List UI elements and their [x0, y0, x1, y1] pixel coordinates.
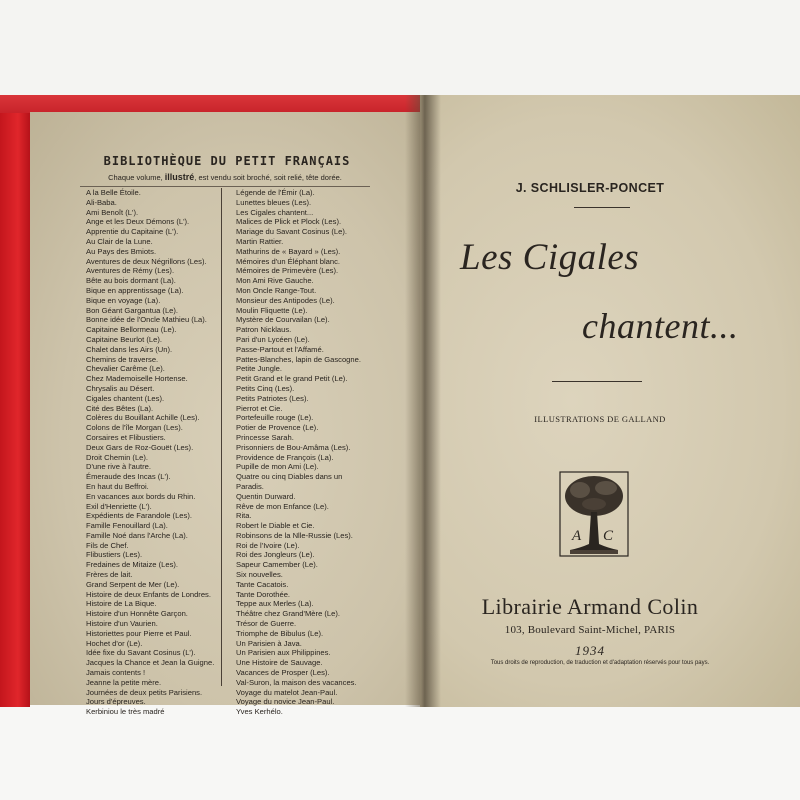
title-list-column-2	[236, 188, 361, 717]
list-item: Légende de l'Émir (La).	[236, 188, 315, 197]
list-item: Aventures de Rémy (Les).	[86, 266, 175, 276]
list-item: Bique en voyage (La).	[86, 295, 161, 305]
list-item: Deux Gars de Roz-Gouët (Les).	[86, 442, 194, 452]
list-item: Tante Dorothée.	[236, 589, 291, 599]
list-item: Sapeur Camember (Le).	[236, 560, 318, 570]
list-item: Idée fixe du Savant Cosinus (L').	[86, 648, 196, 658]
list-item: Un Parisien à Java.	[236, 638, 302, 648]
list-item: Pari d'un Lycéen (Le).	[236, 334, 310, 344]
list-item: Malices de Plick et Plock (Les).	[236, 217, 342, 227]
list-item: Bon Géant Gargantua (Le).	[86, 305, 179, 315]
list-item: Chrysalis au Désert.	[86, 383, 155, 393]
list-item: Ali-Baba.	[86, 197, 117, 207]
list-item: Mémoires de Primevère (Les).	[236, 266, 339, 276]
list-item: Potier de Provence (Le).	[236, 423, 319, 433]
list-item: Voyage du novice Jean-Paul.	[236, 697, 335, 707]
book-title-line-1: Les Cigales	[460, 237, 640, 278]
illustrator-credit: ILLUSTRATIONS DE GALLAND	[534, 414, 666, 424]
list-item: Ange et les Deux Démons (L').	[86, 217, 190, 227]
author-rule	[574, 207, 630, 208]
subtitle-rule	[80, 186, 370, 187]
list-item: Vacances de Prosper (Les).	[236, 668, 330, 678]
list-item: Flibustiers (Les).	[86, 550, 143, 560]
red-cover-edge	[0, 95, 30, 707]
list-item: Fils de Chef.	[86, 540, 129, 550]
list-item: Les Cigales chantent...	[236, 207, 314, 217]
list-item: Cité des Bêtes (La).	[86, 403, 154, 413]
list-item: Famille Noé dans l'Arche (La).	[86, 530, 188, 540]
list-item: Exil d'Henriette (L').	[86, 501, 152, 511]
list-item: Mon Oncle Range-Tout.	[236, 285, 317, 295]
list-item: Chalet dans les Airs (Un).	[86, 344, 173, 354]
book-title-line-2: chantent...	[582, 306, 739, 346]
list-item: Rêve de mon Enfance (Le).	[236, 501, 329, 511]
list-item: Quatre ou cinq Diables dans un	[236, 472, 343, 482]
list-item: Jacques la Chance et Jean la Guigne.	[86, 658, 215, 668]
list-item: Robinsons de la Nlle-Russie (Les).	[236, 530, 353, 540]
list-item: Bonne idée de l'Oncle Mathieu (La).	[86, 315, 207, 325]
list-item: Patron Nicklaus.	[236, 325, 292, 335]
list-item: Mémoires d'un Éléphant blanc.	[236, 256, 341, 266]
list-item: Six nouvelles.	[236, 570, 283, 580]
list-item: Cigales chantent (Les).	[86, 393, 165, 403]
list-item: Historiettes pour Pierre et Paul.	[86, 628, 192, 638]
list-item: Voyage du matelot Jean-Paul.	[236, 687, 338, 697]
list-item: Mathurins de « Bayard » (Les).	[236, 246, 341, 256]
list-item: Quentin Durward.	[236, 491, 296, 501]
list-item: Histoire d'un Honnête Garçon.	[86, 609, 188, 619]
publisher-address: 103, Boulevard Saint-Michel, PARIS	[504, 624, 676, 636]
list-item: Lunettes bleues (Les).	[236, 197, 312, 207]
list-item: Val-Suron, la maison des vacances.	[236, 677, 357, 687]
list-item: Chevalier Carême (Le).	[86, 364, 165, 374]
list-item: Capitaine Bellormeau (Le).	[86, 325, 177, 335]
list-item: Histoire d'un Vaurien.	[86, 619, 158, 629]
list-item: Martin Rattier.	[236, 236, 284, 246]
list-item: Frères de lait.	[86, 570, 133, 580]
list-item: Colons de l'île Morgan (Les).	[86, 423, 183, 433]
title-rule	[552, 381, 642, 382]
list-item: Colères du Bouillant Achille (Les).	[86, 413, 200, 423]
list-item: En vacances aux bords du Rhin.	[86, 491, 196, 501]
list-item: Pierrot et Cie.	[236, 403, 283, 413]
list-item: Au Clair de la Lune.	[86, 236, 153, 246]
list-item: Mystère de Courvailan (Le).	[236, 315, 330, 325]
list-item: Paradis.	[236, 481, 264, 491]
list-item: Un Parisien aux Philippines.	[236, 648, 331, 658]
list-item: Corsaires et Flibustiers.	[86, 432, 166, 442]
list-item: Bête au bois dormant (La).	[86, 276, 176, 286]
list-item: Petite Jungle.	[236, 364, 283, 374]
list-item: Expédients de Farandole (Les).	[86, 511, 192, 521]
publisher-mark-letters: A	[572, 528, 582, 544]
background-top	[0, 0, 800, 95]
list-item: Pupille de mon Ami (Le).	[236, 462, 319, 472]
list-item: Moulin Fliquette (Le).	[236, 305, 308, 315]
list-item: Pattes-Blanches, lapin de Gascogne.	[236, 354, 361, 364]
list-item: Roi des Jongleurs (Le).	[236, 550, 315, 560]
list-item: Ami Benoît (L').	[86, 207, 139, 217]
list-item: Prisonniers de Bou-Amâma (Les).	[236, 442, 351, 452]
list-item: Émeraude des Incas (L').	[86, 472, 171, 482]
publisher-name: Librairie Armand Colin	[481, 594, 699, 619]
list-item: Hochet d'or (Le).	[86, 638, 143, 648]
series-title: BIBLIOTHÈQUE DU PETIT FRANÇAIS	[103, 154, 351, 168]
list-item: Jeanne la petite mère.	[86, 677, 162, 687]
column-divider	[221, 188, 222, 686]
list-item: Mariage du Savant Cosinus (Le).	[236, 227, 348, 237]
rights-notice: Tous droits de reproduction, de traduction et d'adaptation réservés pour tous pays.	[490, 660, 710, 666]
list-item: Monsieur des Antipodes (Le).	[236, 295, 335, 305]
list-item: Famille Fenouillard (La).	[86, 521, 168, 531]
list-item: Tante Cacatois.	[236, 579, 289, 589]
publisher-mark-tree-icon	[558, 470, 630, 558]
svg-text:C: C	[603, 528, 614, 544]
list-item: Trésor de Guerre.	[236, 619, 297, 629]
list-item: Chemins de traverse.	[86, 354, 159, 364]
list-item: Journées de deux petits Parisiens.	[86, 687, 203, 697]
list-item: Au Pays des Bmiots.	[86, 246, 157, 256]
list-item: En haut du Beffroi.	[86, 481, 149, 491]
list-item: Princesse Sarah.	[236, 432, 294, 442]
list-item: Fredaines de Mitaize (Les).	[86, 560, 179, 570]
list-item: Rita.	[236, 511, 252, 521]
title-list-column-1	[86, 188, 214, 717]
list-item: Roi de l'Ivoire (Le).	[236, 540, 300, 550]
list-item: Passe-Partout et l'Affamé.	[236, 344, 324, 354]
list-item: Droit Chemin (Le).	[86, 452, 149, 462]
list-item: Mon Ami Rive Gauche.	[236, 276, 314, 286]
list-item: Yves Kerhélo.	[236, 707, 283, 717]
list-item: Histoire de La Bique.	[86, 599, 157, 609]
list-item: Histoire de deux Enfants de Londres.	[86, 589, 211, 599]
list-item: Jamais contents !	[86, 668, 146, 678]
list-item: Théâtre chez Grand'Mère (Le).	[236, 609, 341, 619]
list-item: Bique en apprentissage (La).	[86, 285, 184, 295]
publication-year: 1934	[575, 643, 605, 658]
list-item: Apprentie du Capitaine (L').	[86, 227, 179, 237]
list-item: Chez Mademoiselle Hortense.	[86, 374, 188, 384]
list-item: Grand Serpent de Mer (Le).	[86, 579, 180, 589]
list-item: Petit Grand et le grand Petit (Le).	[236, 374, 348, 384]
list-item: Portefeuille rouge (Le).	[236, 413, 314, 423]
list-item: Providence de François (La).	[236, 452, 334, 462]
list-item: Jours d'épreuves.	[86, 697, 146, 707]
list-item: Aventures de deux Négrillons (Les).	[86, 256, 207, 266]
list-item: Petits Cinq (Les).	[236, 383, 295, 393]
list-item: Une Histoire de Sauvage.	[236, 658, 323, 668]
list-item: Robert le Diable et Cie.	[236, 521, 315, 531]
list-item: Capitaine Beurlot (Le).	[86, 334, 162, 344]
red-cover-top	[0, 95, 420, 113]
author-name: J. SCHLISLER-PONCET	[515, 181, 665, 195]
list-item: Kerbiniou le très madré	[86, 707, 165, 717]
series-subtitle: Chaque volume, illustré, est vendu soit broché, soit relié, tête dorée.	[108, 172, 342, 182]
list-item: D'une rive à l'autre.	[86, 462, 151, 472]
background-bottom	[0, 705, 800, 800]
list-item: A la Belle Étoile.	[86, 188, 141, 197]
list-item: Teppe aux Merles (La).	[236, 599, 314, 609]
list-item: Triomphe de Bibulus (Le).	[236, 628, 324, 638]
list-item: Petits Patriotes (Les).	[236, 393, 309, 403]
